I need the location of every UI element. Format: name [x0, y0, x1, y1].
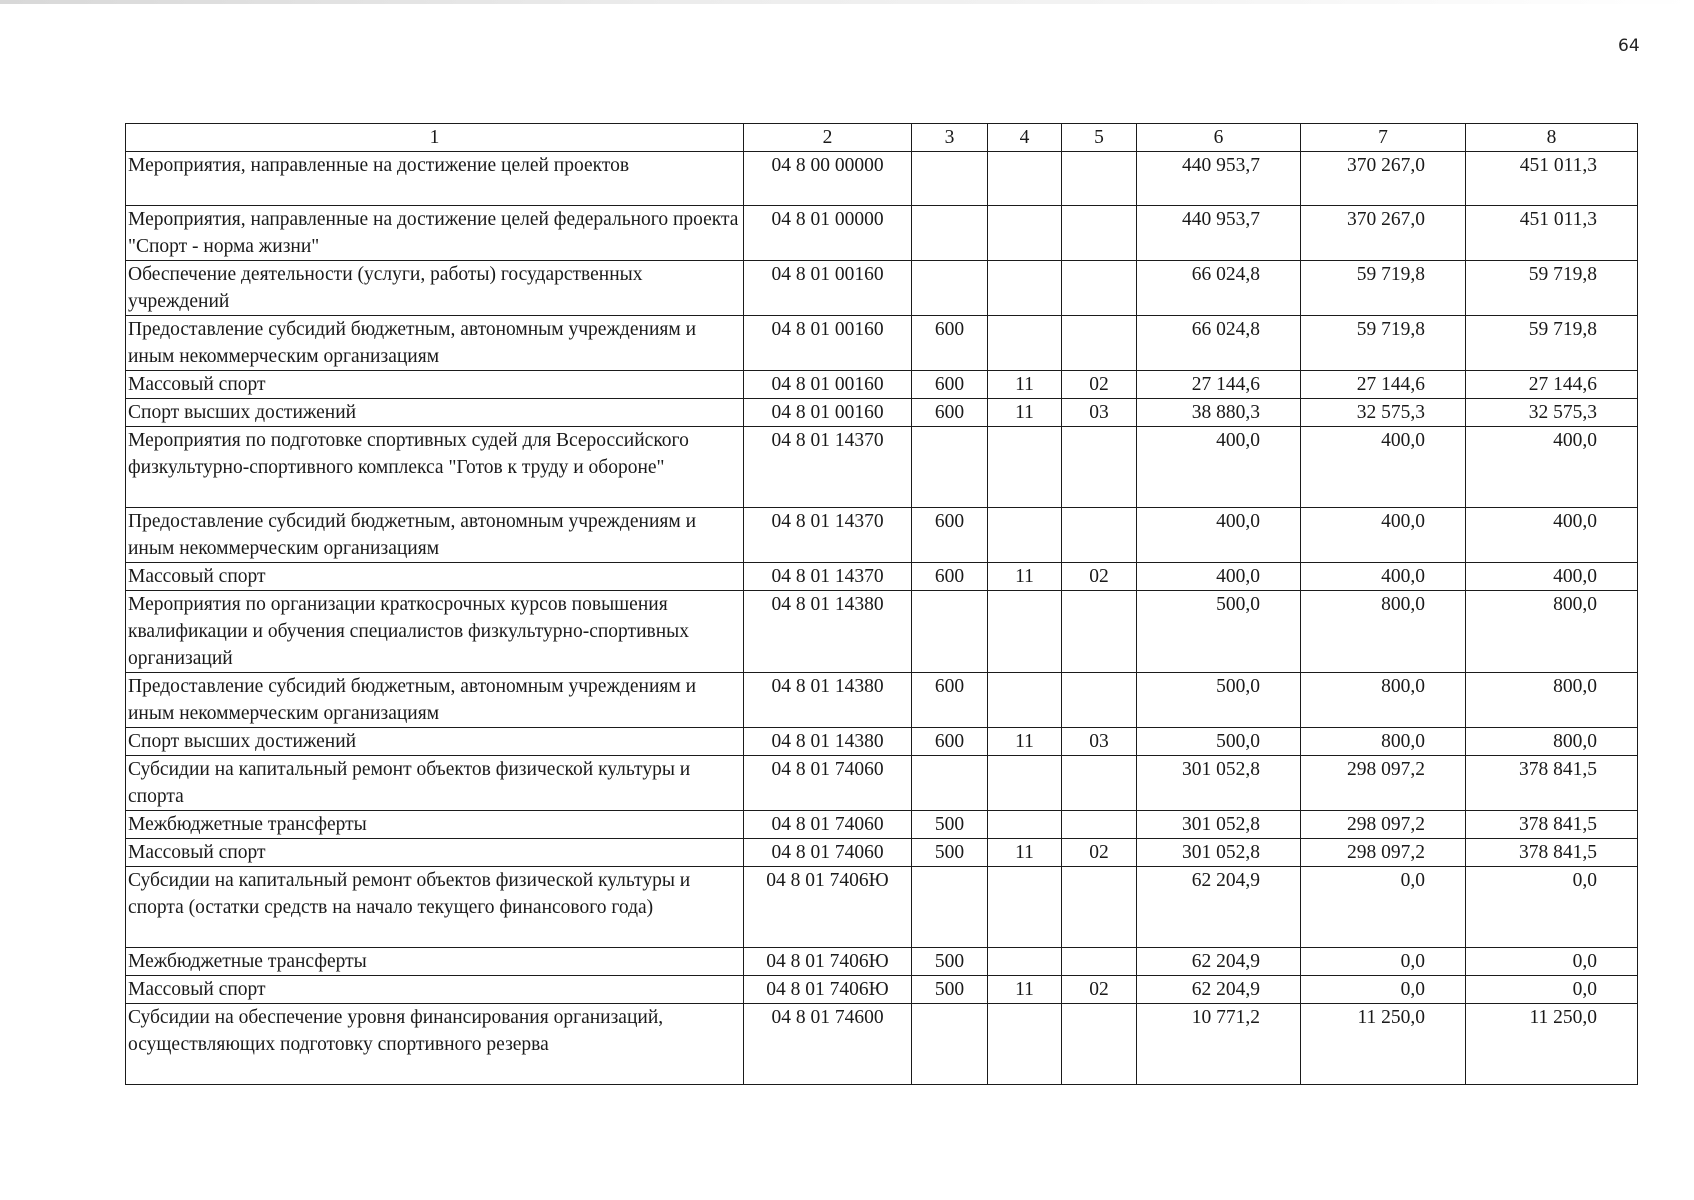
code-cell: 04 8 01 14370 [744, 508, 912, 563]
amount-cell-6: 38 880,3 [1137, 399, 1301, 427]
code-cell: 04 8 01 00160 [744, 261, 912, 316]
code-cell: 04 8 01 00160 [744, 399, 912, 427]
name-cell: Спорт высших достижений [126, 399, 744, 427]
expense-type-cell [912, 427, 988, 508]
table-row [126, 508, 1638, 563]
amount-cell-7: 11 250,0 [1301, 1004, 1466, 1085]
expense-type-cell: 600 [912, 673, 988, 728]
amount-cell-7: 800,0 [1301, 673, 1466, 728]
expense-type-cell: 600 [912, 399, 988, 427]
table-row [126, 673, 1638, 728]
amount-cell-6: 400,0 [1137, 427, 1301, 508]
amount-cell-8: 800,0 [1466, 673, 1638, 728]
code-cell: 04 8 01 14370 [744, 427, 912, 508]
section-cell: 11 [988, 839, 1062, 867]
amount-cell-7: 32 575,3 [1301, 399, 1466, 427]
amount-cell-8: 32 575,3 [1466, 399, 1638, 427]
amount-cell-6: 301 052,8 [1137, 756, 1301, 811]
amount-cell-6: 500,0 [1137, 728, 1301, 756]
expense-type-cell [912, 867, 988, 948]
name-cell: Массовый спорт [126, 371, 744, 399]
section-cell [988, 427, 1062, 508]
expense-type-cell: 500 [912, 948, 988, 976]
expense-type-cell: 600 [912, 371, 988, 399]
amount-cell-8: 378 841,5 [1466, 756, 1638, 811]
subsection-cell: 02 [1062, 839, 1137, 867]
amount-cell-8: 59 719,8 [1466, 261, 1638, 316]
code-cell: 04 8 01 14370 [744, 563, 912, 591]
amount-cell-8: 400,0 [1466, 508, 1638, 563]
subsection-cell: 03 [1062, 728, 1137, 756]
table-row [126, 152, 1638, 206]
table-row [126, 316, 1638, 371]
section-cell [988, 508, 1062, 563]
subsection-cell [1062, 206, 1137, 261]
expense-type-cell [912, 1004, 988, 1085]
table-row [126, 206, 1638, 261]
name-cell: Мероприятия по организации краткосрочных курсов повышения квалификации и обучения специалистов физкультурно-спортивных организаций [126, 591, 744, 673]
amount-cell-6: 440 953,7 [1137, 206, 1301, 261]
table-row [126, 1004, 1638, 1085]
section-cell [988, 867, 1062, 948]
amount-cell-8: 378 841,5 [1466, 839, 1638, 867]
subsection-cell [1062, 508, 1137, 563]
name-cell: Предоставление субсидий бюджетным, автономным учреждениям и иным некоммерческим организациям [126, 508, 744, 563]
table-header-row [126, 124, 1638, 152]
expense-type-cell: 600 [912, 563, 988, 591]
table-row [126, 728, 1638, 756]
table-row [126, 563, 1638, 591]
name-cell: Спорт высших достижений [126, 728, 744, 756]
subsection-cell [1062, 1004, 1137, 1085]
amount-cell-7: 0,0 [1301, 976, 1466, 1004]
code-cell: 04 8 00 00000 [744, 152, 912, 206]
amount-cell-7: 400,0 [1301, 563, 1466, 591]
name-cell: Обеспечение деятельности (услуги, работы) государственных учреждений [126, 261, 744, 316]
amount-cell-7: 59 719,8 [1301, 261, 1466, 316]
expense-type-cell: 500 [912, 839, 988, 867]
expense-type-cell: 500 [912, 976, 988, 1004]
header-cell: 7 [1301, 124, 1466, 152]
code-cell: 04 8 01 00160 [744, 371, 912, 399]
amount-cell-6: 301 052,8 [1137, 811, 1301, 839]
table-row [126, 591, 1638, 673]
code-cell: 04 8 01 14380 [744, 591, 912, 673]
code-cell: 04 8 01 14380 [744, 673, 912, 728]
page-number: 64 [1618, 36, 1640, 56]
code-cell: 04 8 01 7406Ю [744, 948, 912, 976]
name-cell: Массовый спорт [126, 563, 744, 591]
section-cell [988, 811, 1062, 839]
subsection-cell [1062, 867, 1137, 948]
amount-cell-8: 27 144,6 [1466, 371, 1638, 399]
amount-cell-7: 370 267,0 [1301, 152, 1466, 206]
name-cell: Субсидии на обеспечение уровня финансирования организаций, осуществляющих подготовку спортивного резерва [126, 1004, 744, 1085]
amount-cell-8: 400,0 [1466, 427, 1638, 508]
amount-cell-6: 400,0 [1137, 508, 1301, 563]
subsection-cell: 02 [1062, 563, 1137, 591]
code-cell: 04 8 01 7406Ю [744, 867, 912, 948]
amount-cell-8: 800,0 [1466, 591, 1638, 673]
header-cell: 2 [744, 124, 912, 152]
table-row [126, 811, 1638, 839]
amount-cell-7: 298 097,2 [1301, 811, 1466, 839]
section-cell: 11 [988, 728, 1062, 756]
name-cell: Субсидии на капитальный ремонт объектов физической культуры и спорта [126, 756, 744, 811]
amount-cell-6: 62 204,9 [1137, 867, 1301, 948]
subsection-cell [1062, 427, 1137, 508]
name-cell: Мероприятия, направленные на достижение целей проектов [126, 152, 744, 206]
amount-cell-6: 66 024,8 [1137, 261, 1301, 316]
section-cell [988, 948, 1062, 976]
section-cell [988, 261, 1062, 316]
amount-cell-7: 0,0 [1301, 948, 1466, 976]
amount-cell-6: 440 953,7 [1137, 152, 1301, 206]
code-cell: 04 8 01 14380 [744, 728, 912, 756]
amount-cell-6: 10 771,2 [1137, 1004, 1301, 1085]
amount-cell-8: 59 719,8 [1466, 316, 1638, 371]
subsection-cell [1062, 756, 1137, 811]
subsection-cell [1062, 152, 1137, 206]
amount-cell-6: 62 204,9 [1137, 976, 1301, 1004]
table-row [126, 371, 1638, 399]
subsection-cell [1062, 316, 1137, 371]
section-cell [988, 152, 1062, 206]
amount-cell-7: 27 144,6 [1301, 371, 1466, 399]
amount-cell-7: 298 097,2 [1301, 756, 1466, 811]
amount-cell-6: 301 052,8 [1137, 839, 1301, 867]
code-cell: 04 8 01 00000 [744, 206, 912, 261]
expense-type-cell: 600 [912, 728, 988, 756]
amount-cell-8: 451 011,3 [1466, 206, 1638, 261]
header-cell: 1 [126, 124, 744, 152]
amount-cell-7: 59 719,8 [1301, 316, 1466, 371]
name-cell: Мероприятия по подготовке спортивных судей для Всероссийского физкультурно-спортивного комплекса "Готов к труду и обороне" [126, 427, 744, 508]
subsection-cell [1062, 811, 1137, 839]
amount-cell-6: 500,0 [1137, 673, 1301, 728]
subsection-cell: 02 [1062, 371, 1137, 399]
amount-cell-8: 11 250,0 [1466, 1004, 1638, 1085]
section-cell: 11 [988, 563, 1062, 591]
amount-cell-8: 451 011,3 [1466, 152, 1638, 206]
name-cell: Массовый спорт [126, 976, 744, 1004]
expense-type-cell [912, 152, 988, 206]
amount-cell-7: 298 097,2 [1301, 839, 1466, 867]
expense-type-cell [912, 206, 988, 261]
code-cell: 04 8 01 74060 [744, 756, 912, 811]
table-row [126, 756, 1638, 811]
section-cell [988, 591, 1062, 673]
section-cell [988, 316, 1062, 371]
amount-cell-8: 0,0 [1466, 867, 1638, 948]
header-cell: 5 [1062, 124, 1137, 152]
section-cell: 11 [988, 399, 1062, 427]
header-cell: 3 [912, 124, 988, 152]
subsection-cell [1062, 591, 1137, 673]
amount-cell-6: 66 024,8 [1137, 316, 1301, 371]
amount-cell-8: 400,0 [1466, 563, 1638, 591]
amount-cell-8: 0,0 [1466, 948, 1638, 976]
table-row [126, 867, 1638, 948]
subsection-cell: 03 [1062, 399, 1137, 427]
amount-cell-6: 27 144,6 [1137, 371, 1301, 399]
amount-cell-6: 400,0 [1137, 563, 1301, 591]
table-row [126, 261, 1638, 316]
amount-cell-7: 400,0 [1301, 427, 1466, 508]
expense-type-cell [912, 756, 988, 811]
amount-cell-7: 370 267,0 [1301, 206, 1466, 261]
table-row [126, 427, 1638, 508]
table-row [126, 948, 1638, 976]
expense-type-cell: 500 [912, 811, 988, 839]
code-cell: 04 8 01 74060 [744, 811, 912, 839]
amount-cell-7: 400,0 [1301, 508, 1466, 563]
subsection-cell [1062, 673, 1137, 728]
section-cell: 11 [988, 371, 1062, 399]
table-row [126, 839, 1638, 867]
name-cell: Массовый спорт [126, 839, 744, 867]
amount-cell-7: 800,0 [1301, 728, 1466, 756]
expense-type-cell: 600 [912, 508, 988, 563]
amount-cell-7: 800,0 [1301, 591, 1466, 673]
expense-type-cell [912, 591, 988, 673]
name-cell: Предоставление субсидий бюджетным, автономным учреждениям и иным некоммерческим организациям [126, 316, 744, 371]
code-cell: 04 8 01 74600 [744, 1004, 912, 1085]
amount-cell-6: 500,0 [1137, 591, 1301, 673]
subsection-cell: 02 [1062, 976, 1137, 1004]
section-cell [988, 673, 1062, 728]
amount-cell-8: 800,0 [1466, 728, 1638, 756]
section-cell [988, 206, 1062, 261]
code-cell: 04 8 01 74060 [744, 839, 912, 867]
section-cell [988, 756, 1062, 811]
expense-type-cell [912, 261, 988, 316]
header-cell: 4 [988, 124, 1062, 152]
name-cell: Мероприятия, направленные на достижение целей федерального проекта "Спорт - норма жизни" [126, 206, 744, 261]
header-cell: 8 [1466, 124, 1638, 152]
name-cell: Межбюджетные трансферты [126, 948, 744, 976]
amount-cell-6: 62 204,9 [1137, 948, 1301, 976]
amount-cell-8: 378 841,5 [1466, 811, 1638, 839]
expense-type-cell: 600 [912, 316, 988, 371]
table-row [126, 399, 1638, 427]
amount-cell-8: 0,0 [1466, 976, 1638, 1004]
code-cell: 04 8 01 7406Ю [744, 976, 912, 1004]
table-row [126, 976, 1638, 1004]
amount-cell-7: 0,0 [1301, 867, 1466, 948]
scan-top-edge [0, 0, 1694, 4]
code-cell: 04 8 01 00160 [744, 316, 912, 371]
header-cell: 6 [1137, 124, 1301, 152]
section-cell [988, 1004, 1062, 1085]
name-cell: Межбюджетные трансферты [126, 811, 744, 839]
name-cell: Субсидии на капитальный ремонт объектов физической культуры и спорта (остатки средств на начало текущего финансового года) [126, 867, 744, 948]
name-cell: Предоставление субсидий бюджетным, автономным учреждениям и иным некоммерческим организациям [126, 673, 744, 728]
subsection-cell [1062, 948, 1137, 976]
budget-table [125, 123, 1638, 1085]
section-cell: 11 [988, 976, 1062, 1004]
subsection-cell [1062, 261, 1137, 316]
